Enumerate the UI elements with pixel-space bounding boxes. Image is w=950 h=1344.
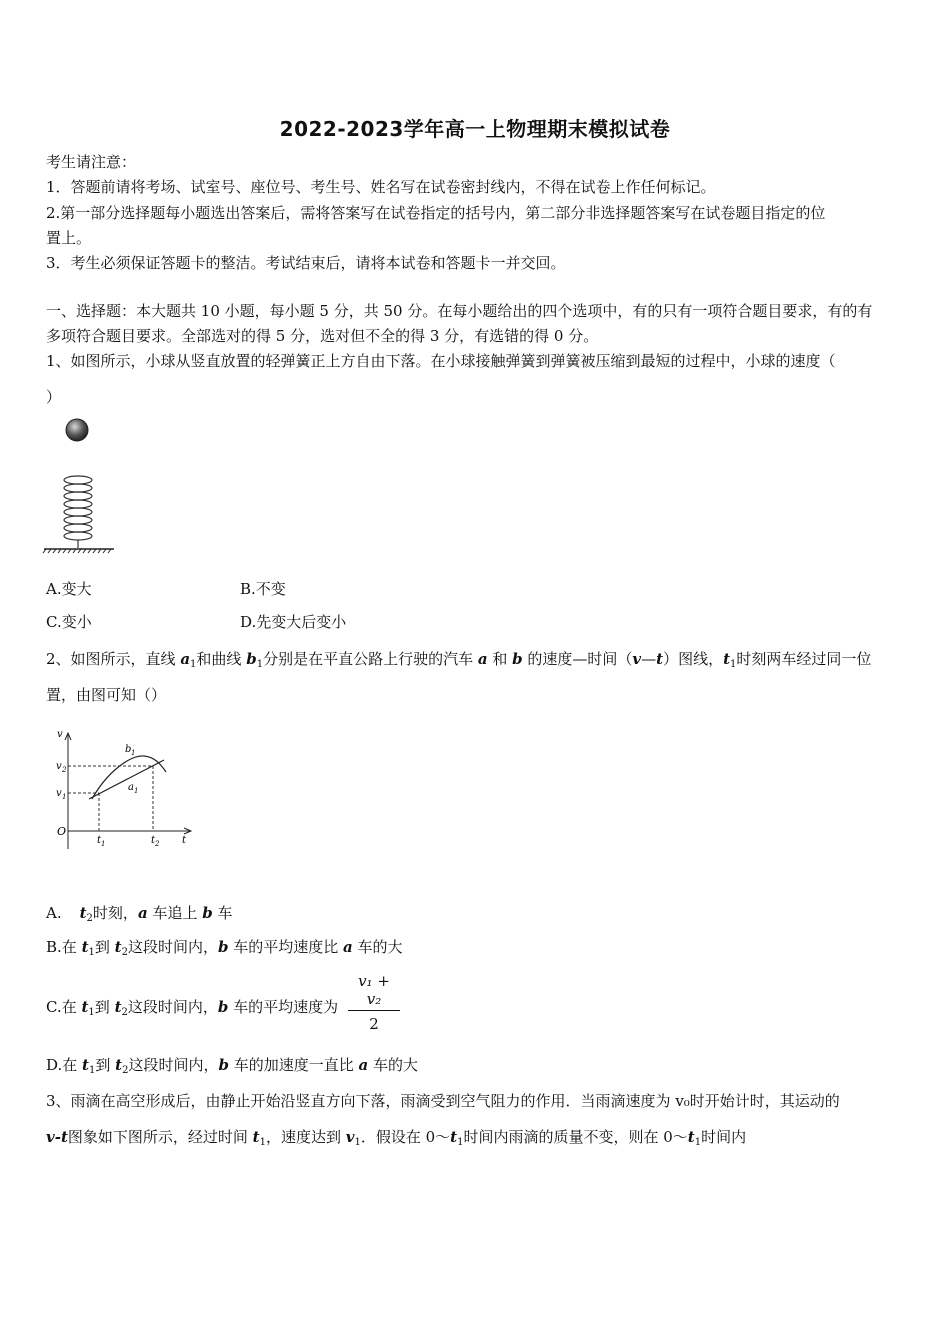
axis-t-label: t <box>182 835 187 846</box>
q3-stem-cont: v-t图象如下图所示，经过时间 $t_1$，速度达到 $v_1$．假设在 $0\sim t_1$时间内雨滴的质量不变，则在 $0\sim t_1$时间内 <box>46 1128 747 1148</box>
q1-option-c: C.变小 <box>46 613 92 631</box>
a1-label: a <box>128 782 134 793</box>
notice-item-2-cont: 置上。 <box>46 229 92 247</box>
ground <box>43 549 114 553</box>
origin-label: O <box>57 825 67 838</box>
b1-sub: 1 <box>131 749 136 757</box>
b1-label: b <box>125 744 132 755</box>
q1-option-d: D.先变大后变小 <box>240 613 347 631</box>
notice-item-2: 2.第一部分选择题每小题选出答案后，需将答案写在试卷指定的括号内，第二部分非选择题答案写在试卷题目指定的位 <box>46 204 826 222</box>
fraction-denominator: 2 <box>369 1015 379 1033</box>
q2-stem-cont: 置，由图可知（） <box>46 686 167 704</box>
q1-option-a: A.变大 <box>46 580 92 598</box>
q2-option-a: A. $t_2$时刻，a 车追上 b 车 <box>46 904 233 924</box>
average-velocity-fraction <box>348 972 400 1033</box>
q1-stem-cont: ） <box>46 388 62 406</box>
notice-item-3: 3．考生必须保证答题卡的整洁。考试结束后，请将本试卷和答题卡一并交回。 <box>46 254 566 272</box>
q2-option-d: D.在 $t_1$到 $t_2$这段时间内，b 车的加速度一直比 a 车的大 <box>46 1056 419 1076</box>
ball-spring-figure <box>40 412 120 557</box>
v2-sub: 2 <box>62 766 67 774</box>
section-instructions-1: 一、选择题：本大题共 10 小题，每小题 5 分，共 50 分。在每小题给出的四个选项中，有的只有一项符合题目要求，有的有 <box>46 302 873 320</box>
q1-stem: 1、如图所示，小球从竖直放置的轻弹簧正上方自由下落。在小球接触弹簧到弹簧被压缩到最短的过程中，小球的速度（ <box>46 352 836 370</box>
page-title: 2022-2023学年高一上物理期末模拟试卷 <box>279 117 671 141</box>
notice-item-1: 1．答题前请将考场、试室号、座位号、考生号、姓名写在试卷密封线内，不得在试卷上作任何标记。 <box>46 178 716 196</box>
q2-option-b: B.在 $t_1$到 $t_2$这段时间内，b 车的平均速度比 a 车的大 <box>46 938 403 958</box>
t2-sub: 2 <box>155 840 160 848</box>
fraction-numerator: v₁ + v₂ <box>348 972 400 1011</box>
t1-sub: 1 <box>101 840 106 848</box>
q1-option-b: B.不变 <box>240 580 286 598</box>
spring <box>64 476 92 548</box>
t2-label: t <box>151 835 156 846</box>
v1-label: v <box>56 788 62 799</box>
q3-stem: 3、雨滴在高空形成后，由静止开始沿竖直方向下落，雨滴受到空气阻力的作用．当雨滴速度为 v₀时开始计时，其运动的 <box>46 1092 840 1110</box>
a1-sub: 1 <box>134 787 139 795</box>
q2-stem: 2、如图所示，直线 $a_1$和曲线 $b_1$分别是在平直公路上行驶的汽车 a 和 b 的速度—时间（v—t）图线，$t_1$时刻两车经过同一位 <box>46 650 872 670</box>
ball <box>66 419 88 441</box>
v1-sub: 1 <box>62 793 67 801</box>
vt-graph <box>52 727 202 857</box>
axis-v-label: v <box>57 729 63 740</box>
q2-option-c: C.在 $t_1$到 $t_2$这段时间内，b 车的平均速度为 <box>46 998 339 1018</box>
notice-heading: 考生请注意： <box>46 153 137 171</box>
v2-label: v <box>56 761 62 772</box>
section-instructions-2: 多项符合题目要求。全部选对的得 5 分，选对但不全的得 3 分，有选错的得 0 分。 <box>46 327 599 345</box>
t1-label: t <box>97 835 102 846</box>
